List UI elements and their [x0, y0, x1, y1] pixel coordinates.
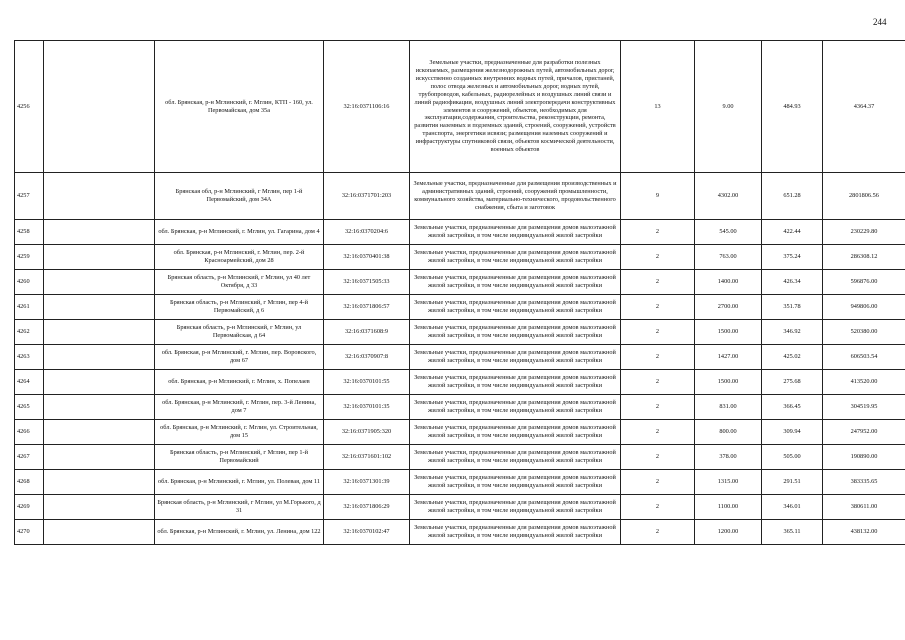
specific-value-cell: 309.94 [762, 420, 823, 445]
area-cell: 831.00 [695, 395, 762, 420]
row-number: 4263 [15, 345, 44, 370]
empty-cell [44, 173, 155, 220]
row-number: 4267 [15, 445, 44, 470]
row-number: 4256 [15, 41, 44, 173]
area-cell: 378.00 [695, 445, 762, 470]
permitted-use-cell: Земельные участки, предназначенные для размещения домов малоэтажной жилой застройки, в том числе индивидуальной жилой застройки [410, 295, 621, 320]
cadastral-number-cell: 32:16:0371601:102 [324, 445, 410, 470]
area-cell: 763.00 [695, 245, 762, 270]
table-row [15, 245, 905, 270]
area-cell: 9.00 [695, 41, 762, 173]
specific-value-cell: 375.24 [762, 245, 823, 270]
permitted-use-cell: Земельные участки, предназначенные для размещения домов малоэтажной жилой застройки, в том числе индивидуальной жилой застройки [410, 395, 621, 420]
cadastral-value-cell: 438132.00 [823, 520, 905, 545]
table-row [15, 420, 905, 445]
address-cell: обл. Брянская, р-н Мглинский, г. Мглин, пер. 3-й Ленина, дом 7 [155, 395, 324, 420]
permitted-use-cell: Земельные участки, предназначенные для разработки полезных ископаемых, размещения железнодорожных путей, автомобильных дорог, искусственно созданных внутренних водных путей, причалов, пристаней, полос отвода железных и автомобильных дорог, водных путей, трубопроводов, кабельных, радиорелейных и воздушных линий связи и линий радиофикации, воздушных линий электропередачи конструктивных элементов и сооружений, объектов, необходимых для эксплуатации,содержания, строительства, реконструкции, ремонта, развития наземных и подземных зданий, строений, сооружений, устройств транспорта, энергетики исвязи; размещения наземных сооружений и инфраструктуры спутниковой связи, объектов космической деятельности, военных объектов [410, 41, 621, 173]
row-number: 4257 [15, 173, 44, 220]
permitted-use-cell: Земельные участки, предназначенные для размещения домов малоэтажной жилой застройки, в том числе индивидуальной жилой застройки [410, 320, 621, 345]
specific-value-cell: 351.78 [762, 295, 823, 320]
row-number: 4270 [15, 520, 44, 545]
empty-cell [44, 445, 155, 470]
address-cell: обл. Брянская, р-н Мглинский, г. Мглин, ул. Полевая, дом 11 [155, 470, 324, 495]
row-number: 4259 [15, 245, 44, 270]
area-cell: 1427.00 [695, 345, 762, 370]
table-row [15, 295, 905, 320]
specific-value-cell: 366.45 [762, 395, 823, 420]
area-cell: 1100.00 [695, 495, 762, 520]
cadastral-number-cell: 32:16:0371905:320 [324, 420, 410, 445]
area-cell: 1500.00 [695, 370, 762, 395]
cadastral-value-cell: 413520.00 [823, 370, 905, 395]
area-cell: 1315.00 [695, 470, 762, 495]
row-number: 4260 [15, 270, 44, 295]
row-number: 4264 [15, 370, 44, 395]
permitted-use-cell: Земельные участки, предназначенные для размещения домов малоэтажной жилой застройки, в том числе индивидуальной жилой застройки [410, 245, 621, 270]
empty-cell [44, 245, 155, 270]
empty-cell [44, 220, 155, 245]
cadastral-number-cell: 32:16:0370204:6 [324, 220, 410, 245]
row-number: 4266 [15, 420, 44, 445]
cadastral-value-cell: 4364.37 [823, 41, 905, 173]
use-group-cell: 2 [621, 320, 695, 345]
table-row [15, 470, 905, 495]
cadastral-value-cell: 2801806.56 [823, 173, 905, 220]
table-row [15, 395, 905, 420]
cadastral-value-cell: 286308.12 [823, 245, 905, 270]
area-cell: 4302.00 [695, 173, 762, 220]
use-group-cell: 2 [621, 220, 695, 245]
address-cell: обл. Брянская, р-н Мглинский, г. Мглин, пер. Воровского, дом 67 [155, 345, 324, 370]
permitted-use-cell: Земельные участки, предназначенные для размещения домов малоэтажной жилой застройки, в том числе индивидуальной жилой застройки [410, 220, 621, 245]
area-cell: 1500.00 [695, 320, 762, 345]
specific-value-cell: 484.93 [762, 41, 823, 173]
permitted-use-cell: Земельные участки, предназначенные для размещения домов малоэтажной жилой застройки, в том числе индивидуальной жилой застройки [410, 270, 621, 295]
use-group-cell: 13 [621, 41, 695, 173]
table-row [15, 270, 905, 295]
use-group-cell: 2 [621, 345, 695, 370]
empty-cell [44, 320, 155, 345]
permitted-use-cell: Земельные участки, предназначенные для размещения производственных и административных зданий, строений, сооружений промышленности, коммунального хозяйства, материально-технического, продовольственного снабжения, сбыта и заготовок [410, 173, 621, 220]
table-row [15, 445, 905, 470]
specific-value-cell: 651.28 [762, 173, 823, 220]
address-cell: Брянская область, р-н Мглинский, г Мглин, ул 40 лет Октября, д 33 [155, 270, 324, 295]
use-group-cell: 2 [621, 420, 695, 445]
area-cell: 2700.00 [695, 295, 762, 320]
cadastral-value-cell: 949806.00 [823, 295, 905, 320]
specific-value-cell: 346.01 [762, 495, 823, 520]
cadastral-number-cell: 32:16:0371806:57 [324, 295, 410, 320]
cadastral-number-cell: 32:16:0371301:39 [324, 470, 410, 495]
use-group-cell: 2 [621, 370, 695, 395]
address-cell: обл. Брянская, р-н Мглинский, г. Мглин, х. Попелаев [155, 370, 324, 395]
specific-value-cell: 365.11 [762, 520, 823, 545]
table-row [15, 495, 905, 520]
cadastral-number-cell: 32:16:0371806:29 [324, 495, 410, 520]
permitted-use-cell: Земельные участки, предназначенные для размещения домов малоэтажной жилой застройки, в том числе индивидуальной жилой застройки [410, 420, 621, 445]
specific-value-cell: 422.44 [762, 220, 823, 245]
permitted-use-cell: Земельные участки, предназначенные для размещения домов малоэтажной жилой застройки, в том числе индивидуальной жилой застройки [410, 445, 621, 470]
table-row [15, 345, 905, 370]
cadastral-number-cell: 32:16:0370401:38 [324, 245, 410, 270]
cadastral-value-cell: 380611.00 [823, 495, 905, 520]
address-cell: обл. Брянская, р-н Мглинский, г. Мглин, КТП - 160, ул. Первомайская, дом 35а [155, 41, 324, 173]
specific-value-cell: 291.51 [762, 470, 823, 495]
cadastral-value-cell: 383335.65 [823, 470, 905, 495]
use-group-cell: 9 [621, 173, 695, 220]
area-cell: 545.00 [695, 220, 762, 245]
cadastral-number-cell: 32:16:0370907:8 [324, 345, 410, 370]
specific-value-cell: 426.34 [762, 270, 823, 295]
table-row [15, 520, 905, 545]
use-group-cell: 2 [621, 245, 695, 270]
cadastral-value-cell: 304519.95 [823, 395, 905, 420]
cadastral-value-cell: 190890.00 [823, 445, 905, 470]
row-number: 4269 [15, 495, 44, 520]
table-row [15, 173, 905, 220]
specific-value-cell: 346.92 [762, 320, 823, 345]
use-group-cell: 2 [621, 470, 695, 495]
empty-cell [44, 370, 155, 395]
table-body [15, 41, 905, 545]
empty-cell [44, 270, 155, 295]
empty-cell [44, 520, 155, 545]
cadastral-value-cell: 230229.80 [823, 220, 905, 245]
area-cell: 1400.00 [695, 270, 762, 295]
cadastral-value-cell: 520380.00 [823, 320, 905, 345]
empty-cell [44, 420, 155, 445]
cadastral-number-cell: 32:16:0371608:9 [324, 320, 410, 345]
use-group-cell: 2 [621, 495, 695, 520]
use-group-cell: 2 [621, 270, 695, 295]
cadastral-value-cell: 606503.54 [823, 345, 905, 370]
permitted-use-cell: Земельные участки, предназначенные для размещения домов малоэтажной жилой застройки, в том числе индивидуальной жилой застройки [410, 370, 621, 395]
empty-cell [44, 41, 155, 173]
address-cell: обл. Брянская, р-н Мглинский, г. Мглин, ул. Гагарина, дом 4 [155, 220, 324, 245]
area-cell: 800.00 [695, 420, 762, 445]
row-number: 4261 [15, 295, 44, 320]
permitted-use-cell: Земельные участки, предназначенные для размещения домов малоэтажной жилой застройки, в том числе индивидуальной жилой застройки [410, 495, 621, 520]
cadastral-number-cell: 32:16:0371701:203 [324, 173, 410, 220]
empty-cell [44, 345, 155, 370]
row-number: 4268 [15, 470, 44, 495]
cadastral-value-cell: 596876.00 [823, 270, 905, 295]
row-number: 4262 [15, 320, 44, 345]
land-registry-table [14, 40, 905, 545]
address-cell: Брянская обл, р-н Мглинский, г Мглин, пер 1-й Первомайский, дом 34А [155, 173, 324, 220]
address-cell: Брянская область, р-н Мглинский, г Мглин, пер 4-й Первомайский, д 6 [155, 295, 324, 320]
use-group-cell: 2 [621, 295, 695, 320]
permitted-use-cell: Земельные участки, предназначенные для размещения домов малоэтажной жилой застройки, в том числе индивидуальной жилой застройки [410, 345, 621, 370]
empty-cell [44, 470, 155, 495]
address-cell: обл. Брянская, р-н Мглинский, г. Мглин, пер. 2-й Красноармейский, дом 28 [155, 245, 324, 270]
permitted-use-cell: Земельные участки, предназначенные для размещения домов малоэтажной жилой застройки, в том числе индивидуальной жилой застройки [410, 520, 621, 545]
empty-cell [44, 395, 155, 420]
empty-cell [44, 295, 155, 320]
cadastral-value-cell: 247952.00 [823, 420, 905, 445]
address-cell: Брянская область, р-н Мглинский, г Мглин, ул Первомайская, д 64 [155, 320, 324, 345]
specific-value-cell: 275.68 [762, 370, 823, 395]
empty-cell [44, 495, 155, 520]
table-row [15, 370, 905, 395]
specific-value-cell: 505.00 [762, 445, 823, 470]
address-cell: Брянская область, р-н Мглинский, г Мглин, пер 1-й Первомайский [155, 445, 324, 470]
row-number: 4258 [15, 220, 44, 245]
cadastral-number-cell: 32:16:0371505:33 [324, 270, 410, 295]
use-group-cell: 2 [621, 520, 695, 545]
cadastral-number-cell: 32:16:0370101:35 [324, 395, 410, 420]
address-cell: обл. Брянская, р-н Мглинский, г. Мглин, ул. Строительная, дом 15 [155, 420, 324, 445]
page-number: 244 [873, 17, 887, 27]
permitted-use-cell: Земельные участки, предназначенные для размещения домов малоэтажной жилой застройки, в том числе индивидуальной жилой застройки [410, 470, 621, 495]
address-cell: Брянская область, р-н Мглинский, г Мглин, ул М.Горького, д 31 [155, 495, 324, 520]
table-row [15, 41, 905, 173]
use-group-cell: 2 [621, 445, 695, 470]
use-group-cell: 2 [621, 395, 695, 420]
address-cell: обл. Брянская, р-н Мглинский, г. Мглин, ул. Ленина, дом 122 [155, 520, 324, 545]
row-number: 4265 [15, 395, 44, 420]
area-cell: 1200.00 [695, 520, 762, 545]
cadastral-number-cell: 32:16:0370102:47 [324, 520, 410, 545]
table-row [15, 220, 905, 245]
cadastral-number-cell: 32:16:0370101:55 [324, 370, 410, 395]
table-row [15, 320, 905, 345]
specific-value-cell: 425.02 [762, 345, 823, 370]
cadastral-number-cell: 32:16:0371106:16 [324, 41, 410, 173]
